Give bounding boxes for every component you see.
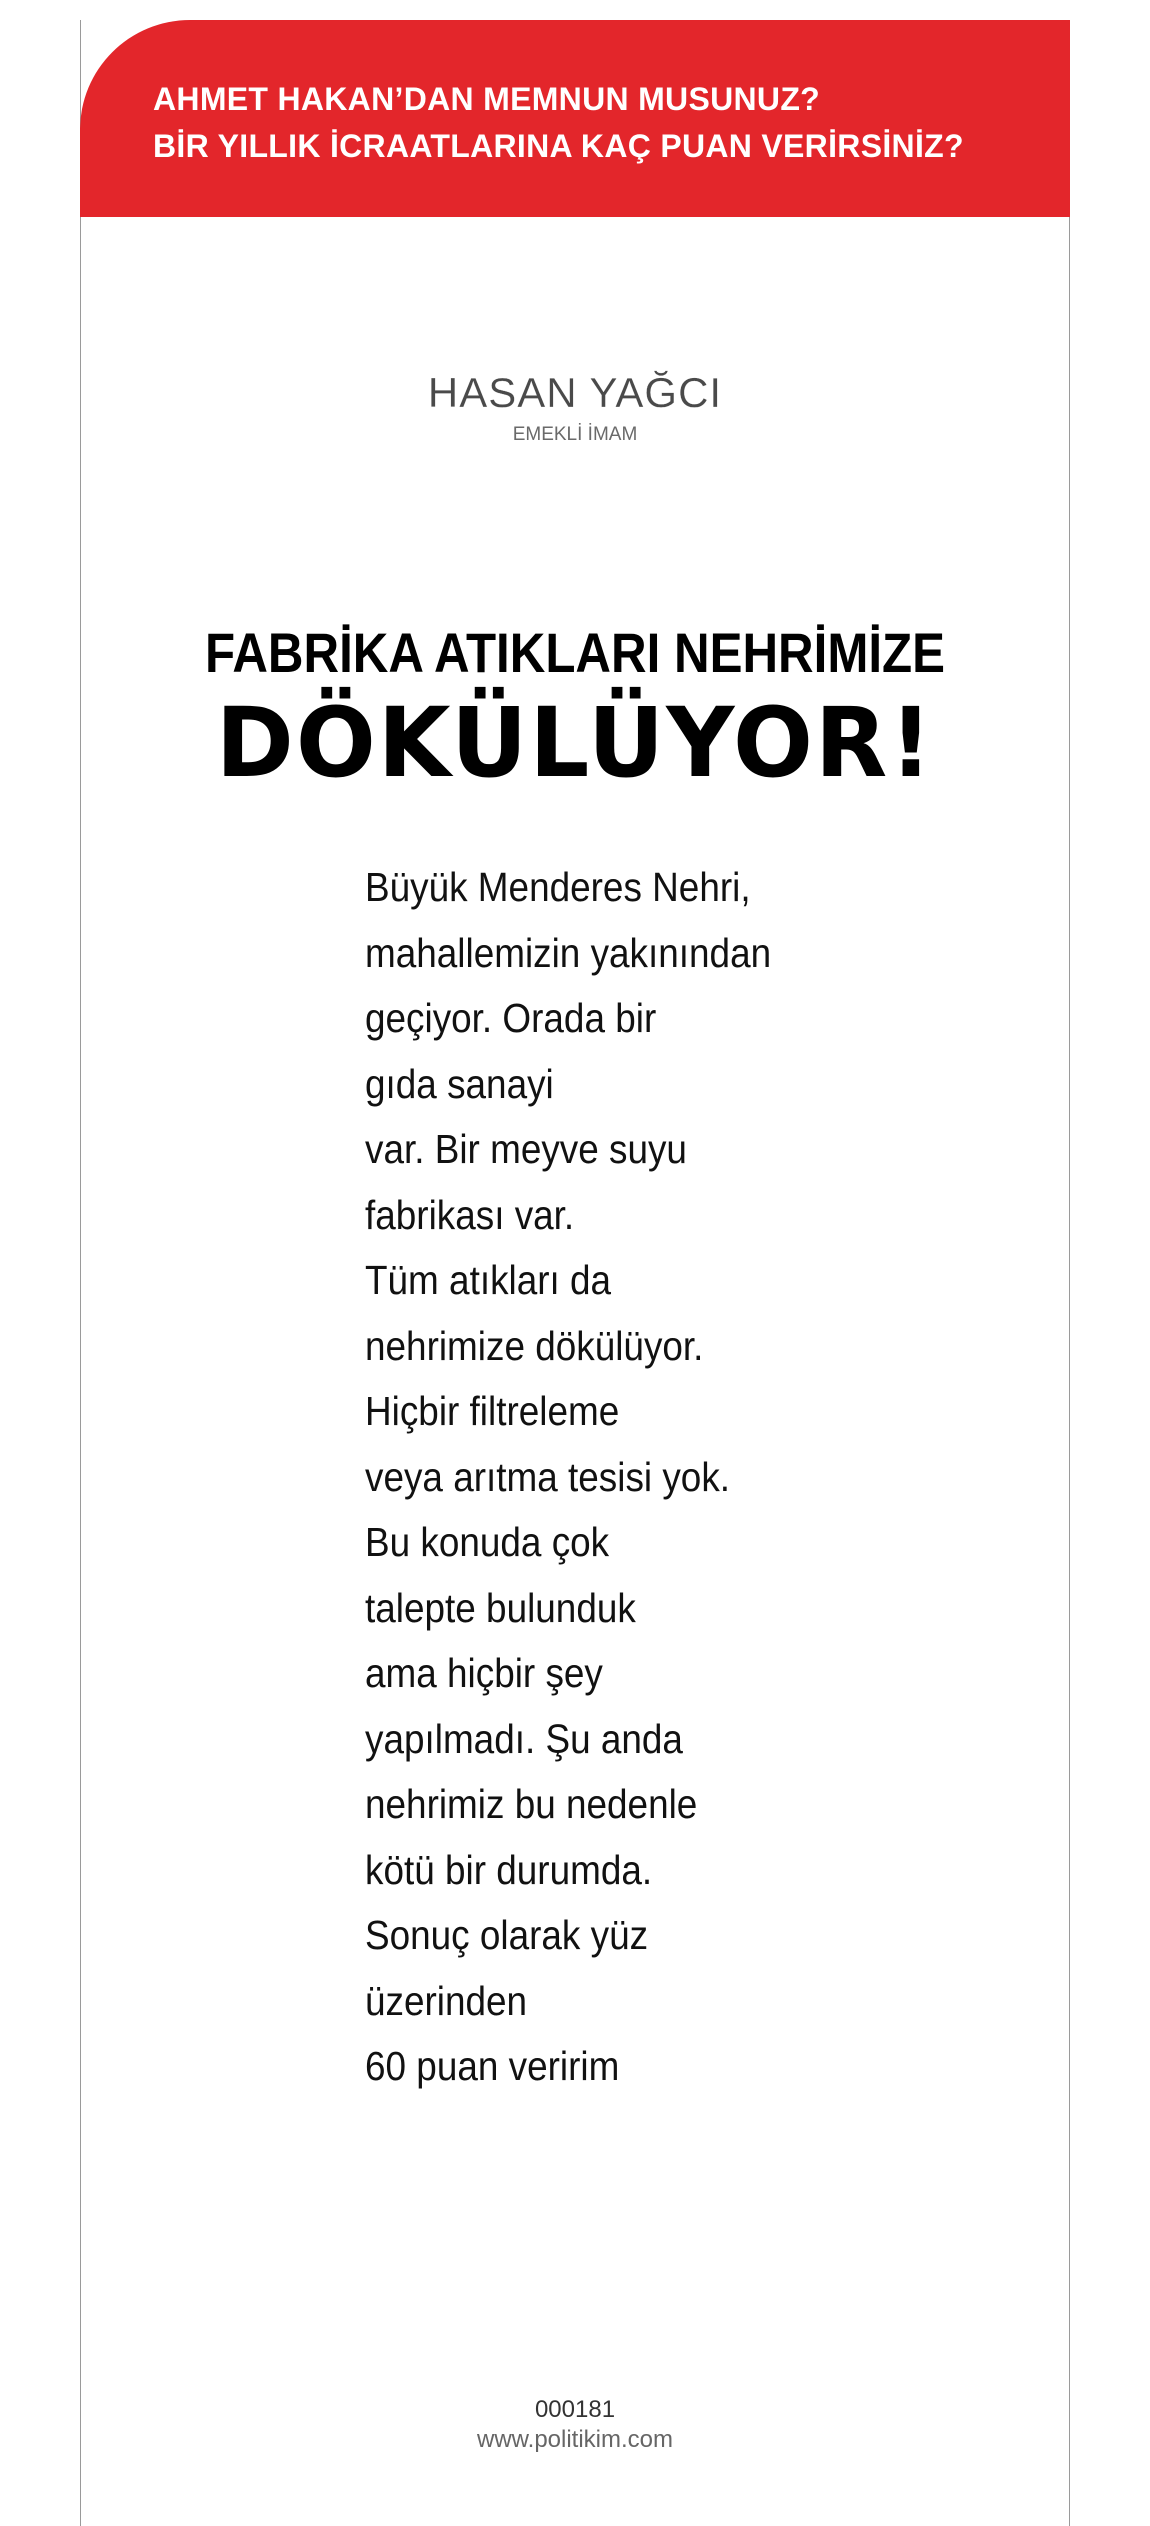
author-block bbox=[80, 368, 1070, 448]
body-line: fabrikası var. bbox=[365, 1191, 575, 1238]
footer bbox=[80, 2395, 1070, 2455]
document-code: 000181 bbox=[534, 2396, 616, 2423]
body-line: talepte bulunduk bbox=[365, 1584, 636, 1631]
body-line: Bu konuda çok bbox=[365, 1519, 610, 1565]
body-line: Büyük Menderes Nehri, bbox=[365, 864, 751, 910]
author-name: HASAN YAĞCI bbox=[427, 369, 723, 416]
body-line: mahallemizin yakınından bbox=[365, 929, 772, 976]
body-line: üzerinden bbox=[365, 1977, 528, 2024]
body-line: Sonuç olarak yüz bbox=[365, 1912, 649, 1958]
body-line: geçiyor. Orada bir bbox=[365, 995, 657, 1041]
body-line: ama hiçbir şey bbox=[365, 1650, 603, 1696]
body-line: veya arıtma tesisi yok. bbox=[365, 1453, 731, 1500]
body-line: gıda sanayi bbox=[365, 1060, 554, 1107]
banner-question-line-1: AHMET HAKAN’DAN MEMNUN MUSUNUZ? bbox=[153, 81, 821, 117]
body-text bbox=[365, 855, 965, 2100]
body-line: var. Bir meyve suyu bbox=[365, 1126, 687, 1172]
question-banner bbox=[80, 20, 1070, 217]
website-url: www.politikim.com bbox=[476, 2426, 674, 2453]
body-line: 60 puan veririm bbox=[365, 2043, 620, 2089]
body-line: nehrimiz bu nedenle bbox=[365, 1781, 698, 1827]
banner-question-line-2: BİR YILLIK İCRAATLARINA KAÇ PUAN VERİRSİNİZ? bbox=[153, 128, 964, 164]
headline-main-line: DÖKÜLÜYOR! bbox=[215, 687, 935, 799]
body-line: Hiçbir filtreleme bbox=[365, 1388, 620, 1434]
author-title: EMEKLİ İMAM bbox=[512, 424, 638, 445]
body-line: Tüm atıkları da bbox=[365, 1257, 612, 1303]
headline-top-line: FABRİKA ATIKLARI NEHRİMİZE bbox=[204, 621, 946, 684]
headline bbox=[80, 620, 1070, 798]
body-line: kötü bir durumda. bbox=[365, 1846, 653, 1893]
body-line: nehrimize dökülüyor. bbox=[365, 1322, 704, 1369]
body-line: yapılmadı. Şu anda bbox=[365, 1715, 683, 1762]
